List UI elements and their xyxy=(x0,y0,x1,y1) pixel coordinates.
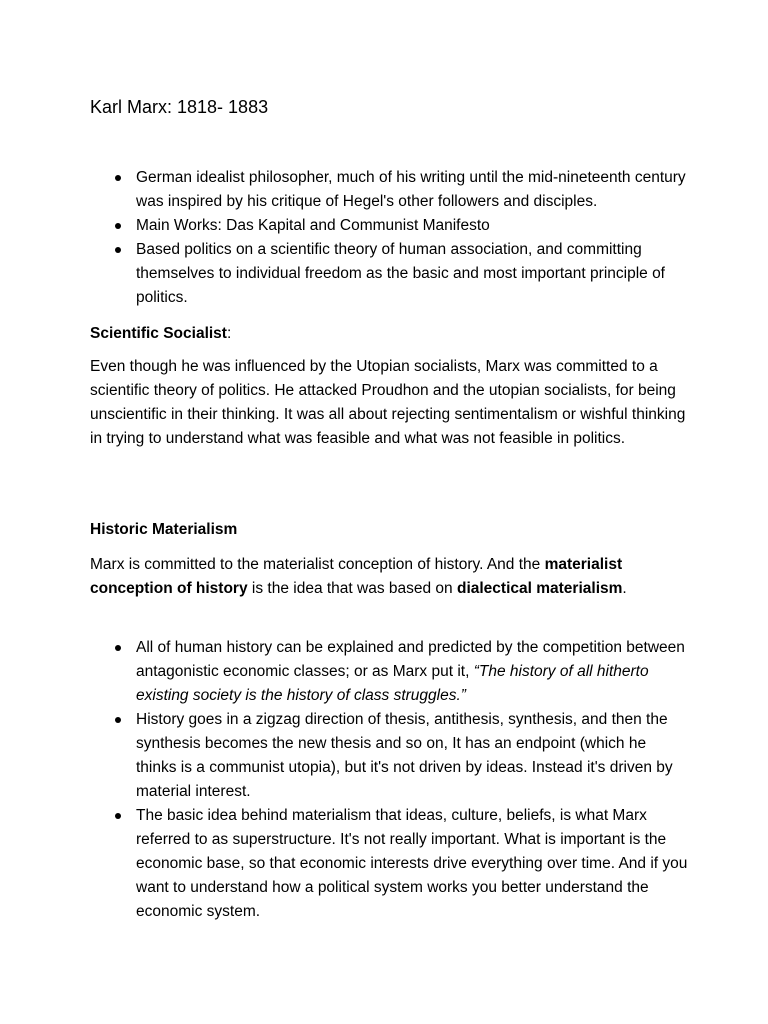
bullet-text: Main Works: Das Kapital and Communist Manifesto xyxy=(136,217,490,234)
list-item xyxy=(90,636,690,708)
bullet-icon xyxy=(115,175,121,181)
list-item xyxy=(90,214,690,238)
list-item xyxy=(90,708,690,804)
list-item xyxy=(90,238,690,310)
scientific-socialist-heading-line xyxy=(90,322,690,346)
bold-term: materialist conception of history xyxy=(90,556,623,597)
bullet-icon xyxy=(115,717,121,723)
bold-term: dialectical materialism xyxy=(456,580,623,597)
historic-materialism-paragraph xyxy=(90,553,690,601)
list-item xyxy=(90,166,690,214)
bullet-text: All of human history can be explained and predicted by the competition between antagonistic economic classes; or as Marx put it, xyxy=(136,639,685,680)
bullet-icon xyxy=(115,813,121,819)
bullet-icon xyxy=(115,645,121,651)
paragraph-text: Marx is committed to the materialist conception of history. And the xyxy=(90,556,545,573)
intro-bullet-list xyxy=(90,166,690,310)
bullet-icon xyxy=(115,247,121,253)
bullet-text: Based politics on a scientific theory of human association, and committing themselves to individual freedom as the basic and most important principle of politics. xyxy=(136,241,665,306)
section-heading: Historic Materialism xyxy=(90,521,238,538)
bullet-text: History goes in a zigzag direction of thesis, antithesis, synthesis, and then the synthesis becomes the new thesis and so on, It has an endpoint (which he thinks is a communist utopia), but it's not driven by ideas. Instead it's driven by material interest. xyxy=(136,711,673,800)
quote-text: “The history of all hitherto existing society is the history of class struggles.” xyxy=(136,663,649,704)
document-title: Karl Marx: 1818- 1883 xyxy=(90,97,269,117)
scientific-socialist-paragraph: Even though he was influenced by the Utopian socialists, Marx was committed to a scientific theory of politics. He attacked Proudhon and the utopian socialists, for being unscientific in their thinking. It was all about rejecting sentimentalism or wishful thinking in trying to understand what was feasible and what was not feasible in politics. xyxy=(90,358,686,447)
section-heading: Scientific Socialist xyxy=(90,325,227,342)
bullet-text: German idealist philosopher, much of his writing until the mid-nineteenth century was inspired by his critique of Hegel's other followers and disciples. xyxy=(136,169,686,210)
paragraph-text: . xyxy=(622,580,627,597)
list-item xyxy=(90,804,690,924)
materialism-bullet-list xyxy=(90,636,690,924)
bullet-icon xyxy=(115,223,121,229)
paragraph-text: is the idea that was based on xyxy=(247,580,457,597)
bullet-text: The basic idea behind materialism that ideas, culture, beliefs, is what Marx referred to as superstructure. It's not really important. What is important is the economic base, so that economic interests drive everything over time. And if you want to understand how a political system works you better understand the economic system. xyxy=(136,807,688,920)
heading-colon: : xyxy=(226,325,232,342)
